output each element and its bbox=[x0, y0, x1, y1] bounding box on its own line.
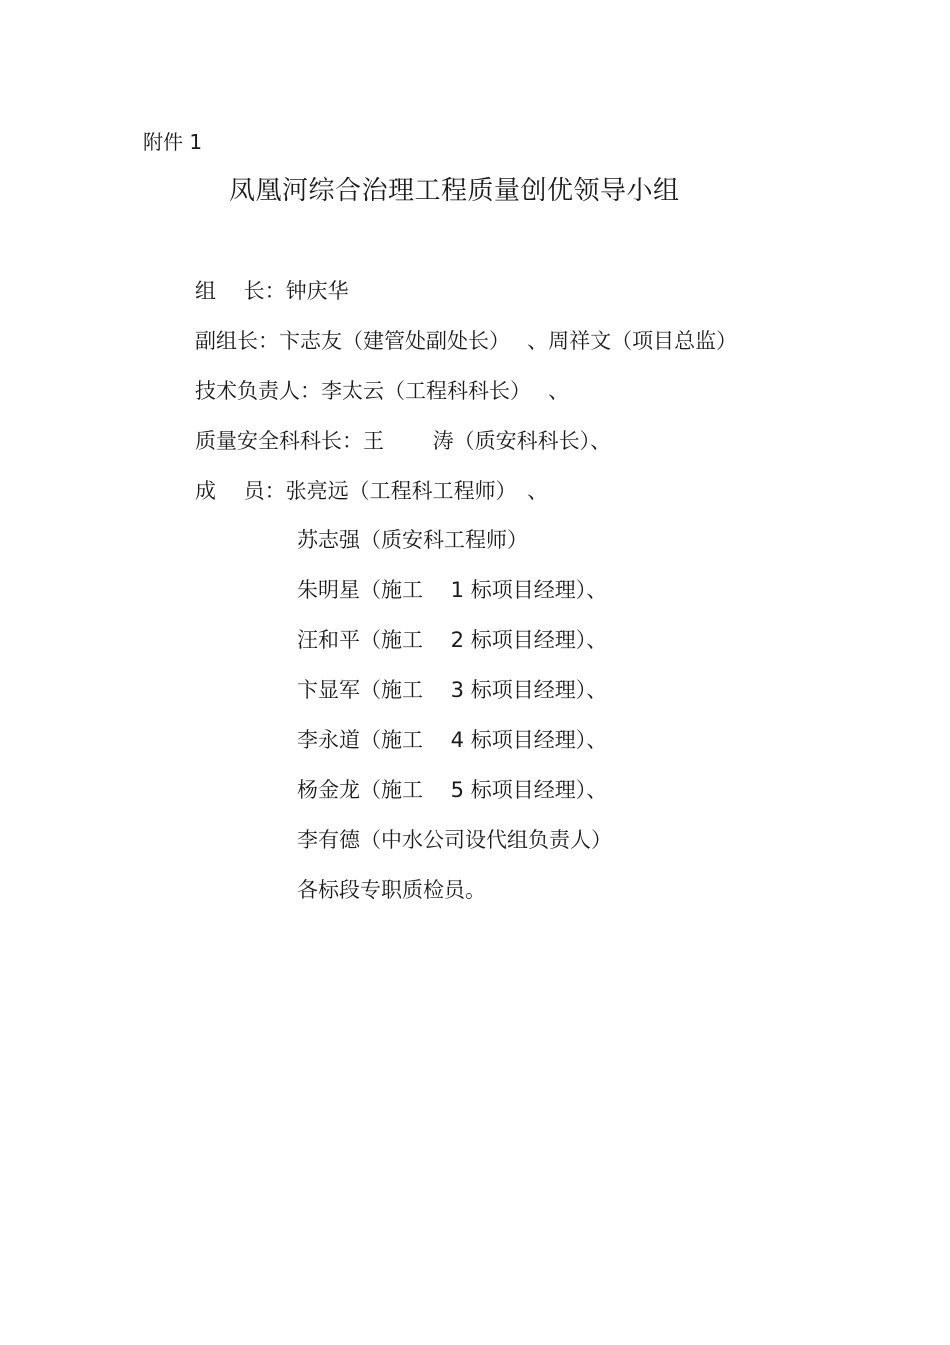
member-item: 杨金龙（施工 5 标项目经理）、 bbox=[297, 778, 608, 802]
member-item: 苏志强（质安科工程师） bbox=[297, 528, 528, 552]
member-item: 李永道（施工 4 标项目经理）、 bbox=[297, 728, 608, 752]
attachment-label: 附件 1 bbox=[143, 130, 203, 154]
line-technical-lead: 技术负责人：李太云（工程科科长） 、 bbox=[195, 379, 570, 403]
member-item: 卞显军（施工 3 标项目经理）、 bbox=[297, 678, 608, 702]
line-quality-safety-chief: 质量安全科科长：王 涛（质安科科长）、 bbox=[195, 429, 612, 453]
member-item: 李有德（中水公司设代组负责人） bbox=[297, 828, 612, 852]
member-item: 朱明星（施工 1 标项目经理）、 bbox=[297, 578, 608, 602]
line-deputy-leader: 副组长：卞志友（建管处副处长） 、周祥文（项目总监） bbox=[195, 329, 738, 353]
line-members-heading: 成 员：张亮远（工程科工程师） 、 bbox=[195, 479, 549, 503]
document-title: 凤凰河综合治理工程质量创优领导小组 bbox=[229, 176, 680, 206]
line-group-leader: 组 长：钟庆华 bbox=[195, 279, 349, 303]
member-item: 汪和平（施工 2 标项目经理）、 bbox=[297, 628, 608, 652]
member-item: 各标段专职质检员。 bbox=[297, 878, 486, 902]
